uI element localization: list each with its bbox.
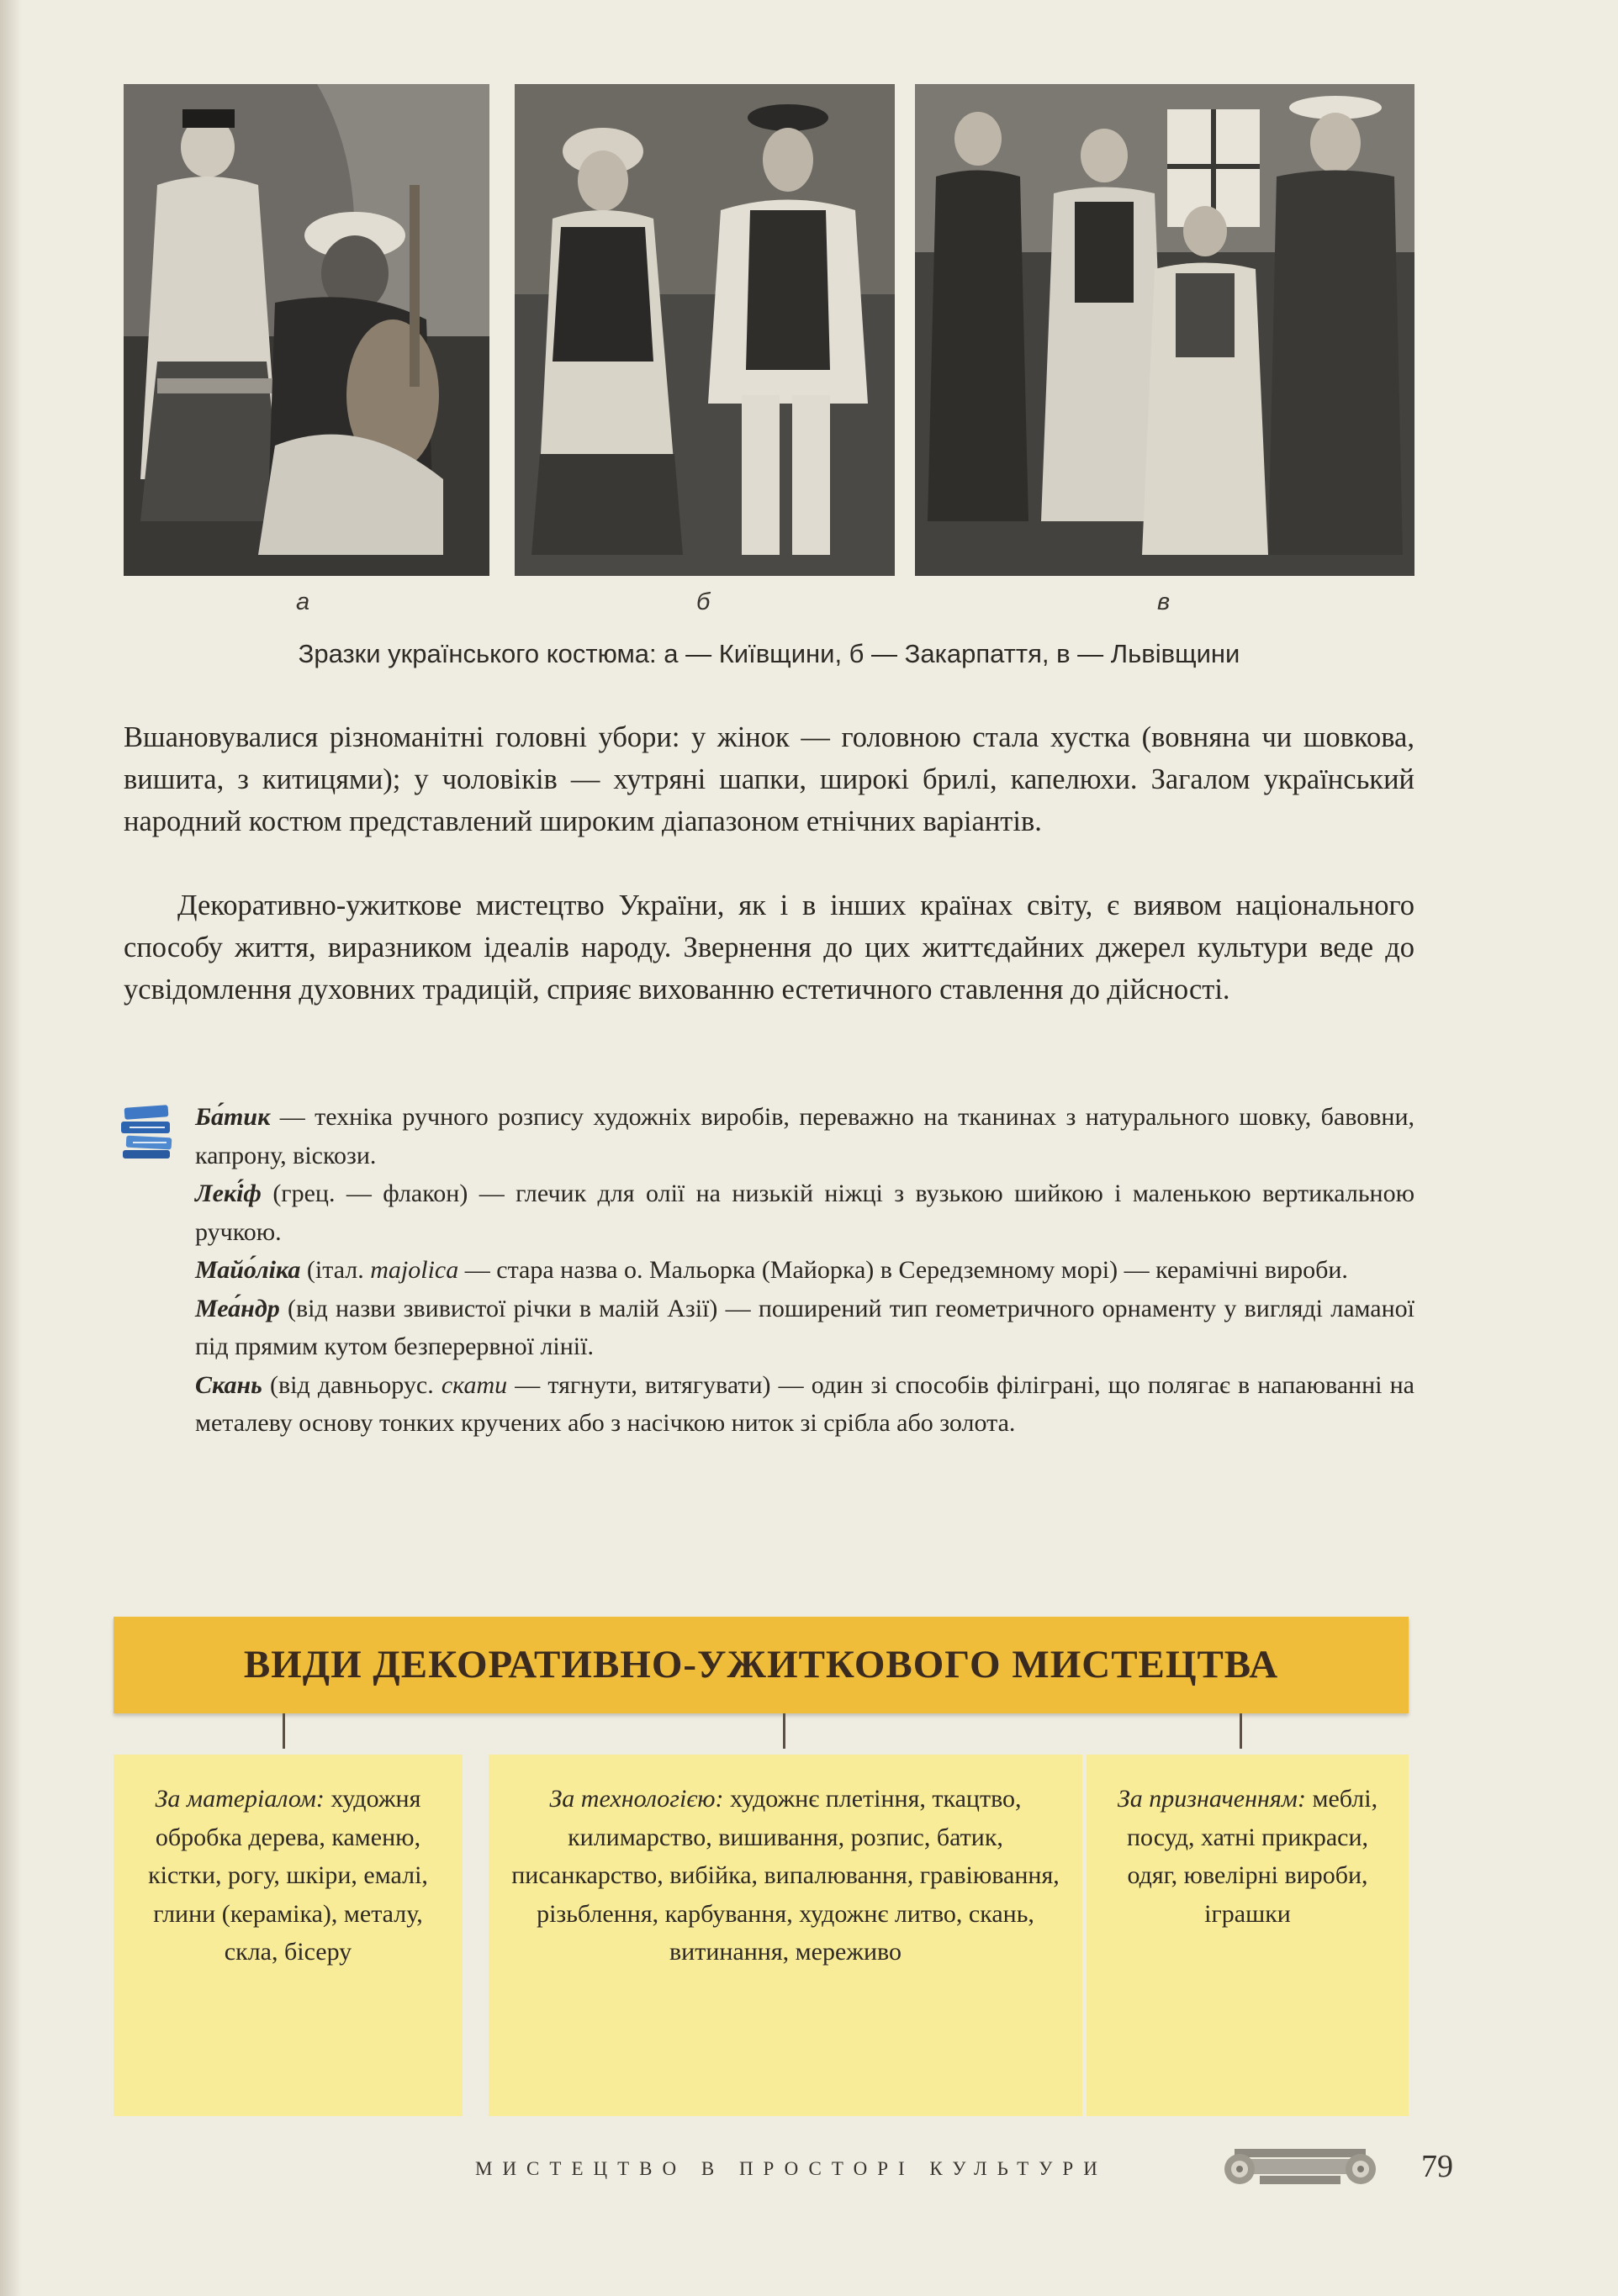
glossary-entry-lekif	[195, 1174, 1414, 1251]
photo-label-c: в	[1157, 589, 1171, 615]
page-number: 79	[1421, 2149, 1453, 2184]
glossary	[195, 1098, 1414, 1443]
category-box-purpose	[1087, 1755, 1409, 2116]
glossary-definition: (італ.	[300, 1256, 371, 1284]
category-heading: За технологією:	[549, 1785, 724, 1813]
glossary-definition: (від назви звивистої річки в малій Азії) — поширений тип геометричного орнаменту у вигляді ламаної під прямим кутом безперервної лінії.	[195, 1294, 1414, 1360]
glossary-term: Меа́ндр	[195, 1294, 280, 1322]
glossary-definition: — тягнути, витягувати) — один зі способів філіграні, що полягає в напаюванні на металеву основу тонких кручених або з насічкою ниток зі срібла або золота.	[195, 1370, 1414, 1437]
photo-kyiv-costume	[124, 84, 489, 576]
diagram-title-banner	[114, 1617, 1409, 1713]
connector-line	[783, 1713, 785, 1749]
running-title: МИСТЕЦТВО В ПРОСТОРІ КУЛЬТУРИ	[475, 2158, 1108, 2179]
glossary-term: Майо́ліка	[195, 1256, 301, 1284]
category-box-material	[114, 1755, 463, 2116]
paragraph-decorative-art: Декоративно-ужиткове мистецтво України, як і в інших країнах світу, є виявом національного способу життя, виразником ідеалів народу. Звернення до цих життєдайних джерел культури веде до усвідомлення духовних традицій, сприяє вихованню естетичного ставлення до дійсності.	[124, 889, 1414, 1005]
glossary-term: Скань	[195, 1370, 262, 1399]
paragraph-headwear: Вшановувалися різноманітні головні убори: у жінок — головною стала хустка (вовняна чи шовкова, вишита, з китицями); у чоловіків — хутряні шапки, широкі брилі, капелюхи. Загалом український народний костюм представлений широким діапазоном етнічних варіантів.	[124, 721, 1414, 837]
glossary-foreign-word: скати	[441, 1370, 508, 1399]
glossary-definition: — стара назва о. Мальорка (Майорка) в Середземному морі) — керамічні вироби.	[458, 1256, 1348, 1284]
category-box-technology	[489, 1755, 1082, 2116]
glossary-definition: (грец. — флакон) — глечик для олії на низькій ніжці з вузькою шийкою і маленькою вертикальною ручкою.	[195, 1180, 1414, 1246]
glossary-entry-majolica	[195, 1251, 1414, 1290]
photo-lviv-costume	[915, 84, 1414, 576]
connector-line	[1240, 1713, 1242, 1749]
glossary-entry-batik	[195, 1098, 1414, 1174]
glossary-definition: (від давньорус.	[262, 1370, 442, 1399]
diagram-title: ВИДИ ДЕКОРАТИВНО-УЖИТКОВОГО МИСТЕЦТВА	[243, 1643, 1279, 1686]
category-heading: За матеріалом:	[155, 1785, 325, 1813]
glossary-entry-meander	[195, 1290, 1414, 1366]
ionic-capital-icon	[1218, 2142, 1383, 2189]
books-icon	[118, 1103, 182, 1162]
category-heading: За призначенням:	[1117, 1785, 1306, 1813]
glossary-term: Ба́тик	[195, 1103, 271, 1131]
glossary-definition: — техніка ручного розпису художніх виробів, переважно на тканинах з натурального шовку, бавовни, капрону, віскози.	[195, 1103, 1414, 1169]
connector-line	[283, 1713, 285, 1749]
glossary-entry-filigree	[195, 1366, 1414, 1443]
photo-label-a: а	[296, 589, 310, 615]
page-edge	[0, 0, 22, 2296]
figure-caption: Зразки українського костюма: а — Київщини, б — Закарпаття, в — Львівщини	[298, 639, 1240, 668]
category-list: меблі, посуд, хатні прикраси, одяг, ювелірні вироби, іграшки	[1126, 1785, 1378, 1928]
category-list: художнє плетіння, ткацтво, килимарство, вишивання, розпис, батик, писанкарство, вибійка, випалювання, гравіювання, різьблення, карбування, художнє литво, скань, витинання, мереживо	[511, 1785, 1060, 1966]
glossary-foreign-word: majolica	[370, 1256, 459, 1284]
photo-transcarpathia-costume	[515, 84, 895, 576]
photo-label-b: б	[696, 589, 711, 615]
glossary-term: Лекі́ф	[195, 1180, 262, 1207]
category-list: художня обробка дерева, каменю, кістки, рогу, шкіри, емалі, глини (кераміка), металу, скла, бісеру	[148, 1785, 428, 1966]
